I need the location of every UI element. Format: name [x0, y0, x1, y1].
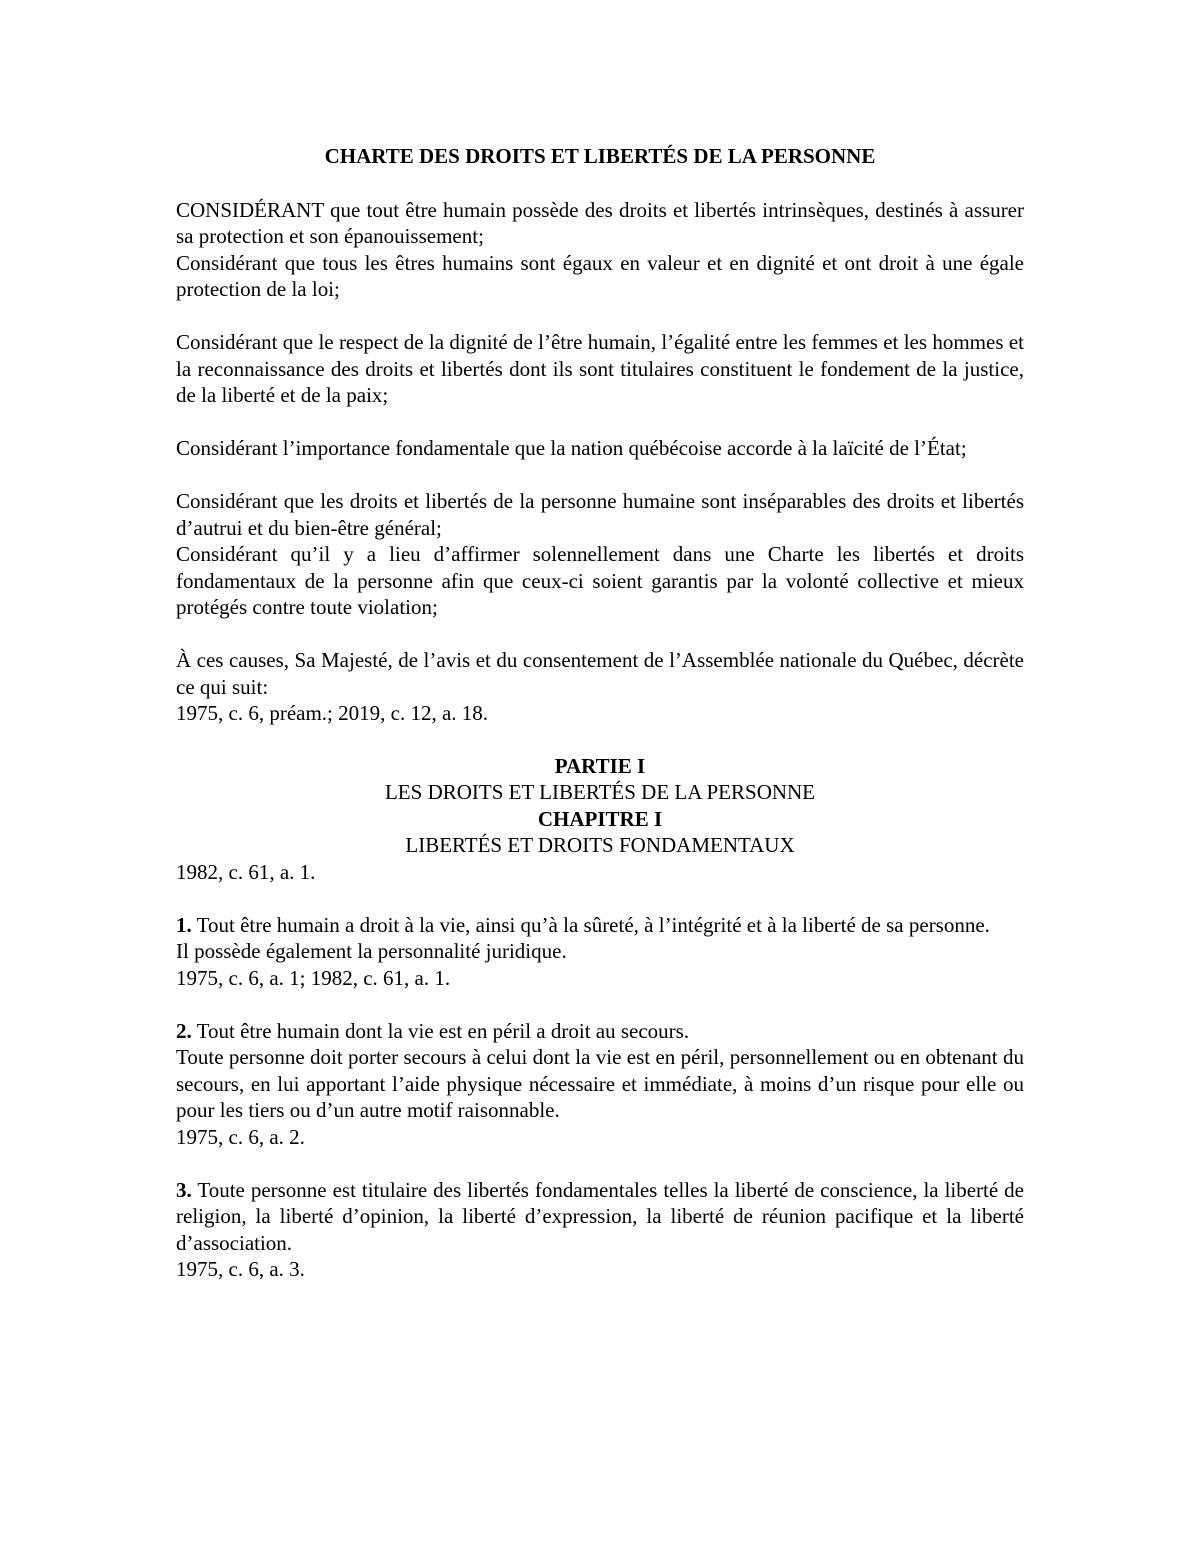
document-page: [176, 143, 1024, 1283]
article-3: [176, 1177, 1024, 1257]
article-1: [176, 912, 1024, 939]
part-heading: [176, 753, 1024, 859]
preamble-paragraph-2: Considérant que tous les êtres humains sont égaux en valeur et en dignité et ont droit à une égale protection de la loi;: [176, 250, 1024, 301]
chapter-title: LIBERTÉS ET DROITS FONDAMENTAUX: [405, 833, 795, 857]
part-title: LES DROITS ET LIBERTÉS DE LA PERSONNE: [384, 780, 816, 804]
chapter-label: CHAPITRE I: [537, 806, 663, 831]
article-number: 1.: [176, 912, 192, 937]
preamble-paragraph-4: Considérant l’importance fondamentale que la nation québécoise accorde à la laïcité de l’État;: [176, 436, 967, 460]
spacer: [176, 409, 1024, 436]
article-text: Tout être humain dont la vie est en péril a droit au secours.: [191, 1018, 690, 1043]
spacer: [176, 991, 1024, 1018]
preamble-paragraph-1: CONSIDÉRANT que tout être humain possède des droits et libertés intrinsèques, destinés à assurer sa protection et son épanouissement;: [176, 197, 1024, 248]
article-text: Tout être humain a droit à la vie, ainsi qu’à la sûreté, à l’intégrité et à la liberté de sa personne.: [191, 912, 990, 937]
article-2-reference: 1975, c. 6, a. 2.: [176, 1124, 305, 1149]
article-number: 2.: [176, 1018, 192, 1043]
preamble-reference: 1975, c. 6, préam.; 2019, c. 12, a. 18.: [176, 701, 489, 725]
spacer: [176, 885, 1024, 912]
preamble-paragraph-5: Considérant que les droits et libertés de la personne humaine sont inséparables des droits et libertés d’autrui et du bien-être général;: [176, 489, 1024, 540]
article-3-reference: 1975, c. 6, a. 3.: [176, 1257, 305, 1281]
part-reference: 1982, c. 61, a. 1.: [176, 859, 316, 884]
part-label: PARTIE I: [554, 753, 646, 778]
spacer: [176, 303, 1024, 330]
document-title: CHARTE DES DROITS ET LIBERTÉS DE LA PERSONNE: [324, 144, 876, 168]
preamble-paragraph-7: À ces causes, Sa Majesté, de l’avis et du consentement de l’Assemblée nationale du Québec, décrète ce qui suit:: [176, 648, 1024, 699]
spacer: [176, 462, 1024, 489]
article-2: [176, 1018, 1024, 1045]
article-1-extra: Il possède également la personnalité juridique.: [176, 939, 567, 963]
preamble-paragraph-3: Considérant que le respect de la dignité de l’être humain, l’égalité entre les femmes et les hommes et la reconnaissance des droits et libertés dont ils sont titulaires constituent le fondement de la justice, de la liberté et de la paix;: [176, 330, 1024, 407]
preamble-paragraph-6: Considérant qu’il y a lieu d’affirmer solennellement dans une Charte les libertés et droits fondamentaux de la personne afin que ceux-ci soient garantis par la volonté collective et mieux protégés contre toute violation;: [176, 542, 1024, 619]
article-2-extra: Toute personne doit porter secours à celui dont la vie est en péril, personnellement ou en obtenant du secours, en lui apportant l’aide physique nécessaire et immédiate, à moins d’un risque pour elle ou pour les tiers ou d’un autre motif raisonnable.: [176, 1045, 1024, 1122]
article-text: Toute personne est titulaire des libertés fondamentales telles la liberté de conscience, la liberté de religion, la liberté d’opinion, la liberté d’expression, la liberté de réunion pacifique et la liberté d’association.: [176, 1177, 1024, 1255]
spacer: [176, 1150, 1024, 1177]
article-1-reference: 1975, c. 6, a. 1; 1982, c. 61, a. 1.: [176, 965, 451, 990]
spacer: [176, 621, 1024, 648]
article-number: 3.: [176, 1177, 192, 1202]
